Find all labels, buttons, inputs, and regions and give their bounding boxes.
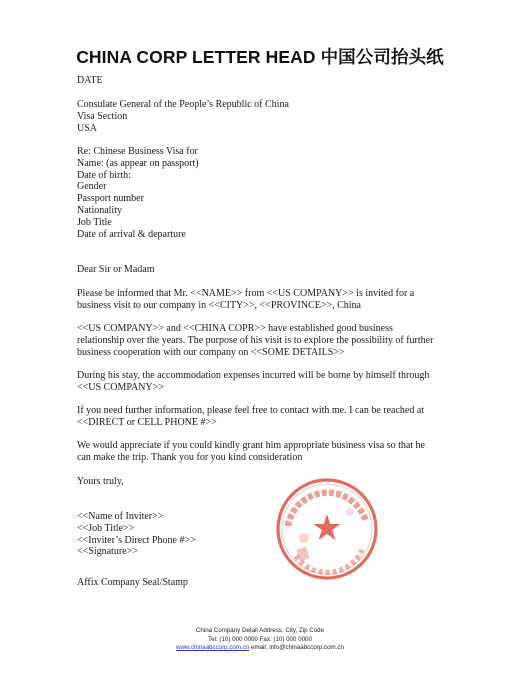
recipient-line: Consulate General of the People’s Republic of China bbox=[77, 99, 289, 110]
reference-block bbox=[77, 146, 457, 240]
reference-line: Date of birth: bbox=[77, 169, 131, 181]
paragraph-3 bbox=[77, 370, 457, 394]
paragraph-line: Please be informed that Mr. <<NAME>> from <<US COMPANY>> is invited for a bbox=[77, 288, 415, 299]
signature-line: <<Name of Inviter>> bbox=[77, 511, 164, 522]
paragraph-line: During his stay, the accommodation expenses incurred will be borne by himself through bbox=[77, 370, 430, 381]
paragraph-line: <<US COMPANY>> and <<CHINA COPR>> have established good business bbox=[77, 323, 393, 334]
footer-email: email: info@chinaabccorp.com.cn bbox=[249, 644, 344, 652]
signature-line: <<Job Title>> bbox=[77, 522, 135, 534]
recipient-address bbox=[77, 99, 457, 134]
footer-contact-line bbox=[0, 644, 520, 653]
recipient-line: USA bbox=[77, 122, 98, 134]
footer-phone-fax: Tel: (10) 000 0000 Fax: (10) 000 0000 bbox=[208, 635, 312, 643]
date-line bbox=[77, 75, 457, 87]
paragraph-1 bbox=[77, 288, 457, 312]
paragraph-2 bbox=[77, 323, 457, 358]
paragraph-line: <<DIRECT or CELL PHONE #>> bbox=[77, 416, 217, 428]
seal-note-text: Affix Company Seal/Stamp bbox=[77, 577, 188, 588]
paragraph-line: If you need further information, please feel free to contact with me. I can be reached at bbox=[77, 405, 425, 416]
reference-line: Gender bbox=[77, 181, 107, 193]
letter-footer bbox=[0, 627, 520, 653]
footer-address: China Company Detail Address, City, Zip Code bbox=[195, 627, 325, 634]
reference-line: Re: Chinese Business Visa for bbox=[77, 146, 198, 157]
paragraph-5 bbox=[77, 440, 457, 464]
closing-text: Yours truly, bbox=[77, 476, 124, 487]
reference-line: Date of arrival & departure bbox=[77, 228, 186, 240]
letterhead-title: CHINA CORP LETTER HEAD 中国公司抬头纸 bbox=[76, 47, 444, 67]
footer-website-link[interactable]: www.chinaabccorp.com.cn bbox=[176, 644, 250, 652]
paragraph-line: <<US COMPANY>> bbox=[77, 381, 164, 393]
reference-line: Nationality bbox=[77, 204, 122, 216]
paragraph-line: relationship over the years. The purpose of his visit is to explore the possibility of further bbox=[77, 334, 434, 346]
date-text: DATE bbox=[77, 75, 103, 86]
salutation bbox=[77, 264, 457, 276]
recipient-line: Visa Section bbox=[77, 110, 128, 122]
paragraph-line: business visit to our company in <<CITY>>, <<PROVINCE>>, China bbox=[77, 299, 361, 311]
paragraph-4 bbox=[77, 405, 457, 429]
signature-line: <<Inviter’s Direct Phone #>> bbox=[77, 534, 196, 546]
reference-line: Passport number bbox=[77, 193, 144, 205]
seal-note bbox=[77, 577, 457, 589]
company-seal-stamp bbox=[274, 476, 380, 582]
salutation-text: Dear Sir or Madam bbox=[77, 264, 155, 275]
paragraph-line: We would appreciate if you could kindly grant him appropriate business visa so that he bbox=[77, 440, 425, 451]
paragraph-line: can make the trip. Thank you for you kind consideration bbox=[77, 451, 303, 463]
closing bbox=[77, 476, 457, 488]
reference-line: Job Title bbox=[77, 216, 112, 228]
paragraph-line: business cooperation with our company on <<SOME DETAILS>> bbox=[77, 346, 345, 358]
reference-line: Name: (as appear on passport) bbox=[77, 157, 199, 169]
signature-line: <<Signature>> bbox=[77, 546, 138, 558]
signature-block bbox=[77, 511, 457, 558]
